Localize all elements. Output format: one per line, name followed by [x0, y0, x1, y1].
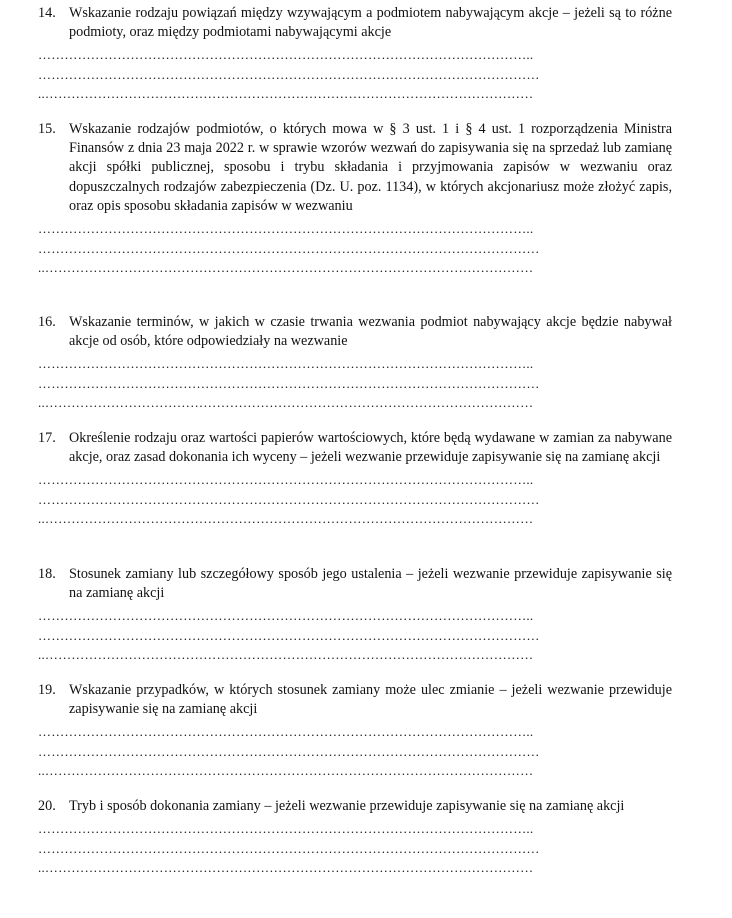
dotted-line: ……………………………………………………………………………………………………: [38, 491, 540, 507]
dotted-line: ..…………………………………………………………………………………………………: [38, 260, 534, 276]
dotted-line: …………………………………………………………………………………………………..: [38, 356, 534, 372]
item-text: Określenie rodzaju oraz wartości papierów wartościowych, które będą wydawane w zamian za nabywane akcje, oraz zasad dokonania ich wyceny – jeżeli wezwanie przewiduje zapisywanie się na zamianę akcji: [69, 430, 672, 466]
dotted-line: …………………………………………………………………………………………………..: [38, 221, 534, 237]
dotted-line: ……………………………………………………………………………………………………: [38, 840, 540, 856]
answer-lines: [38, 45, 672, 104]
item-number: 15.: [38, 121, 56, 137]
dotted-line: ……………………………………………………………………………………………………: [38, 743, 540, 759]
answer-lines: [38, 354, 672, 413]
section-17: [38, 429, 672, 529]
dotted-line: ..…………………………………………………………………………………………………: [38, 647, 534, 663]
dotted-line: …………………………………………………………………………………………………..: [38, 472, 534, 488]
item-number: 20.: [38, 798, 56, 814]
dotted-line: ……………………………………………………………………………………………………: [38, 627, 540, 643]
dotted-line: ……………………………………………………………………………………………………: [38, 375, 540, 391]
item-number: 16.: [38, 314, 56, 330]
dotted-line: ..…………………………………………………………………………………………………: [38, 860, 534, 876]
answer-lines: [38, 606, 672, 665]
item-number: 17.: [38, 430, 56, 446]
dotted-line: …………………………………………………………………………………………………..: [38, 47, 534, 63]
answer-lines: [38, 722, 672, 781]
answer-lines: [38, 819, 672, 878]
answer-lines: [38, 470, 672, 529]
dotted-line: ..…………………………………………………………………………………………………: [38, 511, 534, 527]
section-18: [38, 565, 672, 665]
item-text: Wskazanie rodzaju powiązań między wzywającym a podmiotem nabywającym akcje – jeżeli są to różne podmioty, oraz między podmiotami nabywającymi akcje: [69, 5, 672, 41]
dotted-line: ..…………………………………………………………………………………………………: [38, 763, 534, 779]
section-15: [38, 120, 672, 278]
dotted-line: ……………………………………………………………………………………………………: [38, 66, 540, 82]
item-text: Wskazanie przypadków, w których stosunek zamiany może ulec zmianie – jeżeli wezwanie przewiduje zapisywanie się na zamianę akcji: [69, 682, 672, 718]
item-text: Tryb i sposób dokonania zamiany – jeżeli wezwanie przewiduje zapisywanie się na zamianę akcji: [69, 798, 625, 814]
item-number: 14.: [38, 5, 56, 21]
item-text: Stosunek zamiany lub szczegółowy sposób jego ustalenia – jeżeli wezwanie przewiduje zapisywanie się na zamianę akcji: [69, 566, 672, 602]
item-text: Wskazanie rodzajów podmiotów, o których mowa w § 3 ust. 1 i § 4 ust. 1 rozporządzenia Ministra Finansów z dnia 23 maja 2022 r. w sprawie wzorów wezwań do zapisywania się na sprzedaż lub zamianę akcji spółki publicznej, sposobu i trybu składania i przyjmowania zapisów w wezwaniu oraz dopuszczalnych rodzajów zabezpieczenia (Dz. U. poz. 1134), w których akcjonariusz może złożyć zapis, oraz opis sposobu składania zapisów w wezwaniu: [69, 121, 672, 214]
section-20: [38, 797, 672, 878]
section-19: [38, 681, 672, 781]
section-16: [38, 313, 672, 413]
dotted-line: …………………………………………………………………………………………………..: [38, 821, 534, 837]
dotted-line: ..…………………………………………………………………………………………………: [38, 86, 534, 102]
item-number: 18.: [38, 566, 56, 582]
dotted-line: …………………………………………………………………………………………………..: [38, 724, 534, 740]
dotted-line: ……………………………………………………………………………………………………: [38, 240, 540, 256]
item-text: Wskazanie terminów, w jakich w czasie trwania wezwania podmiot nabywający akcje będzie nabywał akcje od osób, które odpowiedziały na wezwanie: [69, 314, 672, 350]
item-number: 19.: [38, 682, 56, 698]
dotted-line: ..…………………………………………………………………………………………………: [38, 395, 534, 411]
dotted-line: …………………………………………………………………………………………………..: [38, 608, 534, 624]
section-14: [38, 4, 672, 104]
answer-lines: [38, 219, 672, 278]
